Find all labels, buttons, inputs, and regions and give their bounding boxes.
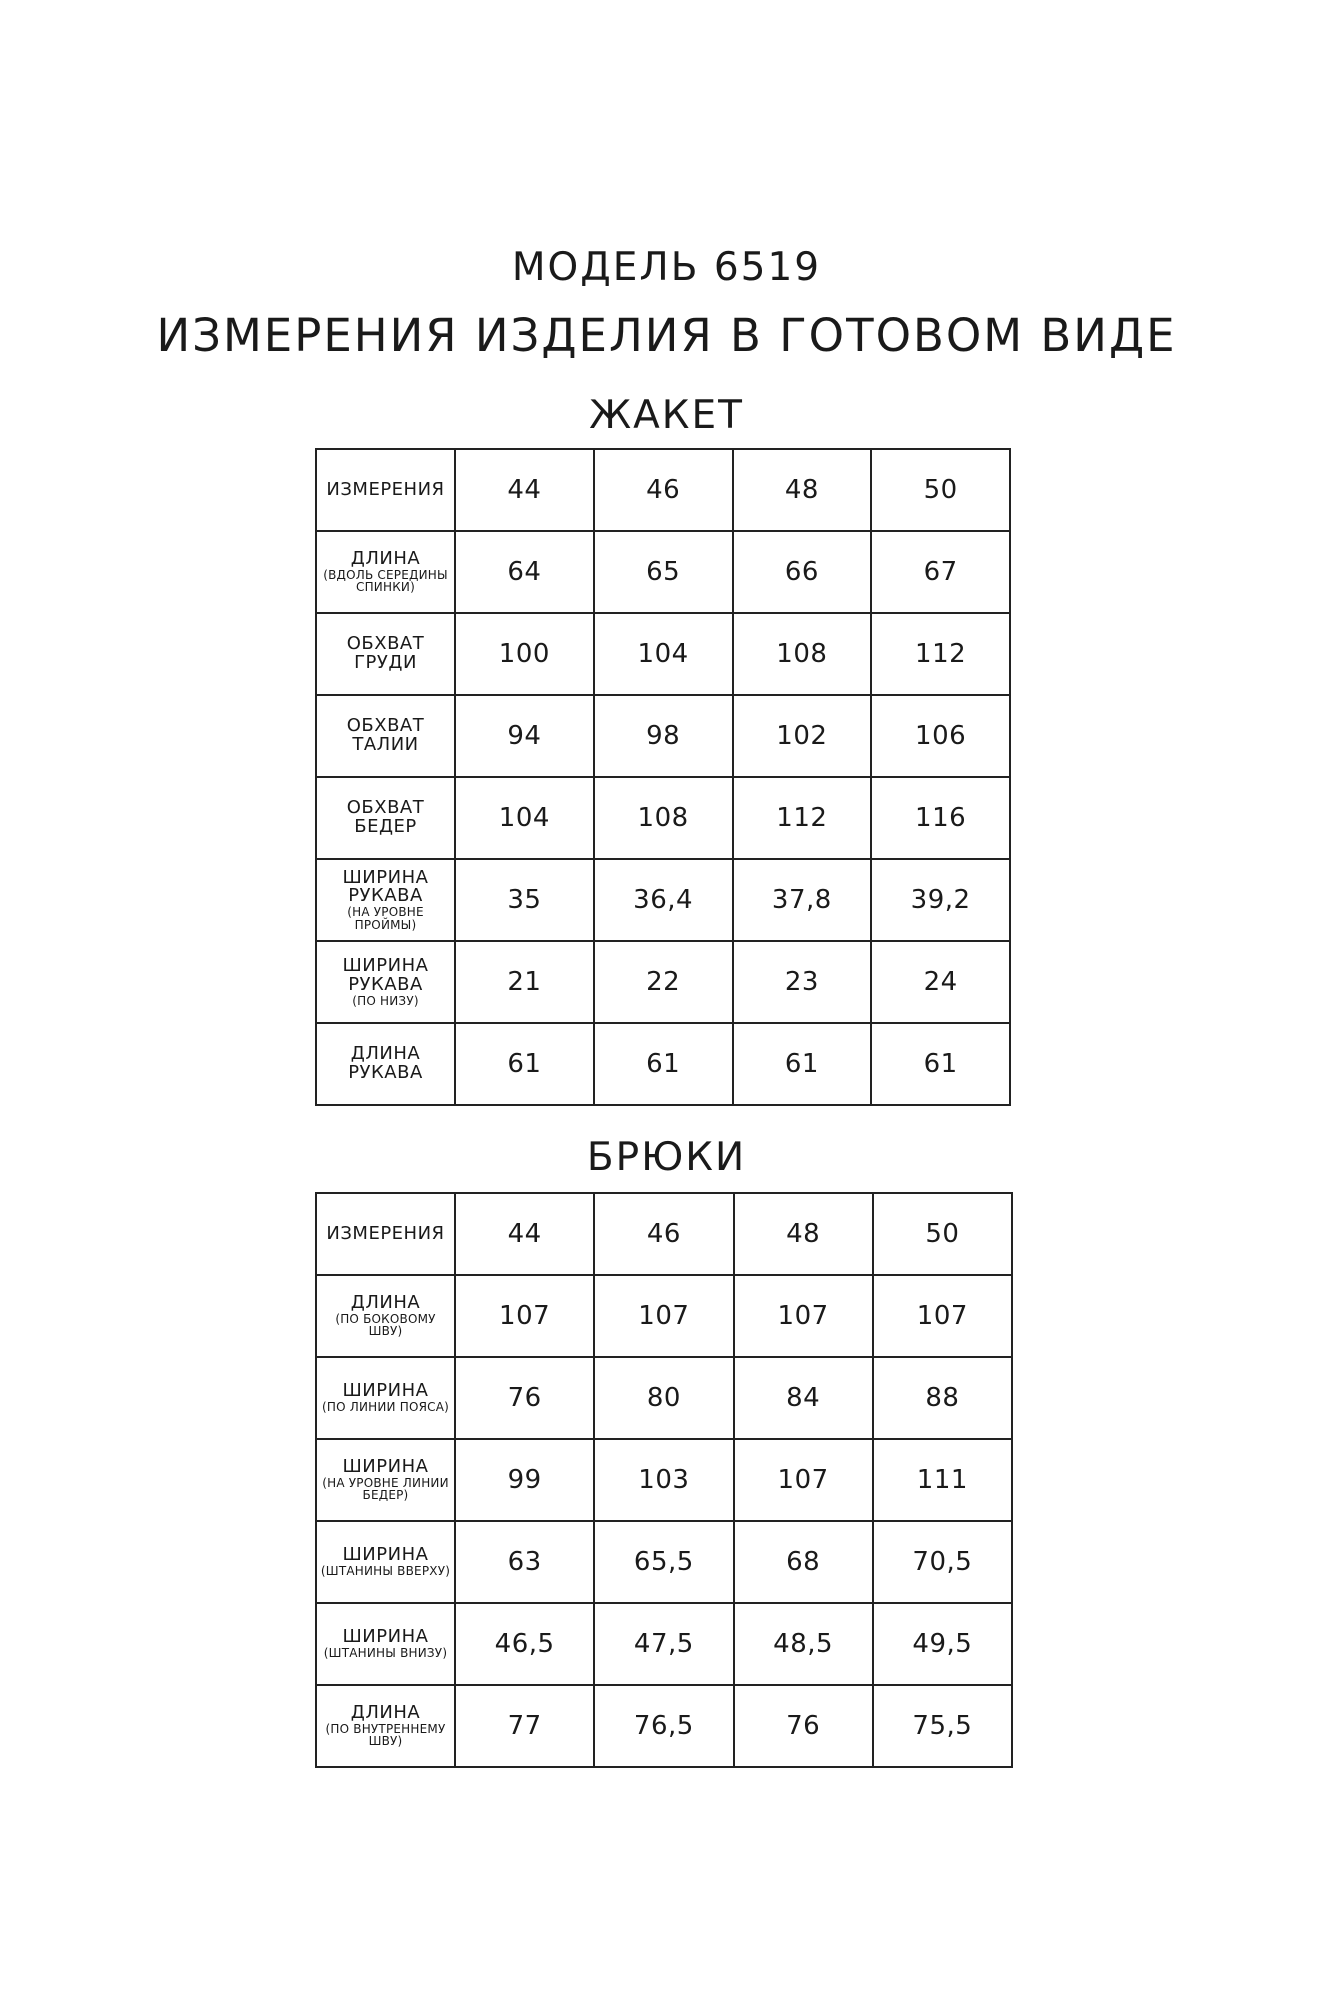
size-header-cell: 44 — [455, 449, 594, 531]
pants-table-body — [316, 1193, 1012, 1767]
measurement-value-cell: 116 — [871, 777, 1010, 859]
measurement-value-cell: 107 — [594, 1275, 733, 1357]
size-header-cell: 50 — [871, 449, 1010, 531]
size-header-cell: 48 — [733, 449, 872, 531]
pants-size-table — [315, 1192, 1013, 1768]
measurement-label-cell — [316, 1193, 455, 1275]
measurement-label-cell — [316, 449, 455, 531]
measurement-label-cell — [316, 1521, 455, 1603]
measurement-label: ШИРИНА — [342, 1455, 429, 1477]
measurement-value-cell: 63 — [455, 1521, 594, 1603]
measurement-value-cell: 66 — [733, 531, 872, 613]
measurement-value-cell: 49,5 — [873, 1603, 1012, 1685]
measurement-value-cell: 65,5 — [594, 1521, 733, 1603]
pants-table-row — [316, 1275, 1012, 1357]
measurement-label: ШИРИНА — [342, 1544, 429, 1566]
measurement-note: (ПО ВНУТРЕННЕМУ — [325, 1721, 446, 1736]
page-title: ИЗМЕРЕНИЯ ИЗДЕЛИЯ В ГОТОВОМ ВИДЕ — [156, 309, 1177, 362]
measurement-label-cell — [316, 695, 455, 777]
measurement-value-cell: 94 — [455, 695, 594, 777]
jacket-table-row — [316, 941, 1010, 1023]
pants-table-row — [316, 1193, 1012, 1275]
measurement-label: ШИРИНА — [342, 954, 429, 976]
measurement-note: ШВУ) — [368, 1734, 403, 1749]
measurement-label: ОБХВАТ — [346, 633, 425, 655]
measurement-note: (НА УРОВНЕ — [347, 905, 424, 920]
measurement-value-cell: 111 — [873, 1439, 1012, 1521]
measurement-note: (НА УРОВНЕ ЛИНИИ — [322, 1475, 449, 1490]
measurement-label-cell — [316, 1023, 455, 1105]
measurement-value-cell: 112 — [733, 777, 872, 859]
measurement-value-cell: 48,5 — [734, 1603, 873, 1685]
pants-table-row — [316, 1439, 1012, 1521]
measurement-label: ШИРИНА — [342, 1380, 429, 1402]
jacket-table-row — [316, 613, 1010, 695]
measurement-label: БЕДЕР — [354, 816, 417, 837]
jacket-table-row — [316, 695, 1010, 777]
measurement-value-cell: 112 — [871, 613, 1010, 695]
measurement-value-cell: 68 — [734, 1521, 873, 1603]
jacket-size-table — [315, 448, 1011, 1106]
measurement-label-cell — [316, 531, 455, 613]
measurement-label: РУКАВА — [348, 973, 423, 995]
measurement-value-cell: 35 — [455, 859, 594, 941]
measurement-value-cell: 104 — [455, 777, 594, 859]
measurement-value-cell: 107 — [873, 1275, 1012, 1357]
measurement-label: ГРУДИ — [354, 652, 417, 673]
measurement-value-cell: 106 — [871, 695, 1010, 777]
measurement-value-cell: 21 — [455, 941, 594, 1023]
jacket-table-row — [316, 531, 1010, 613]
measurement-note: (ПО НИЗУ) — [352, 993, 419, 1008]
measurement-label-cell — [316, 1603, 455, 1685]
measurement-value-cell: 108 — [594, 777, 733, 859]
pants-table-row — [316, 1521, 1012, 1603]
measurement-value-cell: 100 — [455, 613, 594, 695]
jacket-table-body — [316, 449, 1010, 1105]
measurement-value-cell: 61 — [871, 1023, 1010, 1105]
measurement-note: (ПО БОКОВОМУ — [335, 1311, 436, 1326]
measurement-value-cell: 23 — [733, 941, 872, 1023]
measurement-value-cell: 75,5 — [873, 1685, 1012, 1767]
measurement-value-cell: 99 — [455, 1439, 594, 1521]
measurement-value-cell: 77 — [455, 1685, 594, 1767]
measurement-value-cell: 104 — [594, 613, 733, 695]
measurement-value-cell: 61 — [455, 1023, 594, 1105]
measurement-label-cell — [316, 1275, 455, 1357]
measurement-label: ШИРИНА — [342, 1626, 429, 1648]
measurement-note: (ШТАНИНЫ ВВЕРХУ) — [320, 1564, 451, 1579]
size-header-cell: 50 — [873, 1193, 1012, 1275]
measurement-label: ОБХВАТ — [346, 797, 425, 819]
measurement-value-cell: 47,5 — [594, 1603, 733, 1685]
measurement-label: ДЛИНА — [350, 547, 421, 569]
size-header-cell: 46 — [594, 1193, 733, 1275]
measurement-label-cell — [316, 859, 455, 941]
measurement-value-cell: 76,5 — [594, 1685, 733, 1767]
jacket-table-row — [316, 859, 1010, 941]
measurement-value-cell: 84 — [734, 1357, 873, 1439]
measurement-value-cell: 76 — [734, 1685, 873, 1767]
measurement-label: ОБХВАТ — [346, 715, 425, 737]
measurement-value-cell: 67 — [871, 531, 1010, 613]
measurement-label: ШИРИНА — [342, 866, 429, 888]
measurement-label-cell — [316, 1357, 455, 1439]
measurement-label-cell — [316, 613, 455, 695]
measurement-note: (ВДОЛЬ СЕРЕДИНЫ — [323, 567, 448, 582]
measurement-label: ИЗМЕРЕНИЯ — [326, 1222, 445, 1244]
measurement-note: ПРОЙМЫ) — [354, 917, 417, 932]
measurement-value-cell: 64 — [455, 531, 594, 613]
measurement-note: ШВУ) — [368, 1324, 403, 1339]
measurement-value-cell: 107 — [455, 1275, 594, 1357]
measurement-label: РУКАВА — [348, 885, 423, 907]
measurement-note: (ШТАНИНЫ ВНИЗУ) — [323, 1646, 448, 1661]
pants-table-row — [316, 1685, 1012, 1767]
size-header-cell: 46 — [594, 449, 733, 531]
measurement-value-cell: 61 — [733, 1023, 872, 1105]
measurement-value-cell: 102 — [733, 695, 872, 777]
measurement-value-cell: 108 — [733, 613, 872, 695]
measurement-value-cell: 88 — [873, 1357, 1012, 1439]
measurement-label-cell — [316, 777, 455, 859]
measurement-label: ТАЛИИ — [352, 734, 419, 755]
measurement-note: СПИНКИ) — [356, 580, 415, 595]
jacket-table-row — [316, 777, 1010, 859]
jacket-section-title: ЖАКЕТ — [589, 393, 744, 438]
size-header-cell: 44 — [455, 1193, 594, 1275]
jacket-table-row — [316, 449, 1010, 531]
measurement-label: ДЛИНА — [350, 1291, 421, 1313]
pants-table-row — [316, 1357, 1012, 1439]
size-header-cell: 48 — [734, 1193, 873, 1275]
measurement-value-cell: 80 — [594, 1357, 733, 1439]
measurement-note: БЕДЕР) — [362, 1488, 409, 1503]
measurement-note: (ПО ЛИНИИ ПОЯСА) — [321, 1400, 450, 1415]
measurement-value-cell: 103 — [594, 1439, 733, 1521]
measurement-value-cell: 61 — [594, 1023, 733, 1105]
measurement-value-cell: 46,5 — [455, 1603, 594, 1685]
measurement-label-cell — [316, 1685, 455, 1767]
measurement-value-cell: 65 — [594, 531, 733, 613]
measurement-label: РУКАВА — [348, 1062, 423, 1083]
measurement-label: ИЗМЕРЕНИЯ — [326, 478, 445, 500]
measurement-label: ДЛИНА — [350, 1701, 421, 1723]
measurement-value-cell: 39,2 — [871, 859, 1010, 941]
measurement-value-cell: 70,5 — [873, 1521, 1012, 1603]
measurement-value-cell: 107 — [734, 1439, 873, 1521]
measurement-value-cell: 37,8 — [733, 859, 872, 941]
pants-section-title: БРЮКИ — [586, 1135, 747, 1180]
measurement-label-cell — [316, 1439, 455, 1521]
jacket-table-row — [316, 1023, 1010, 1105]
measurement-value-cell: 98 — [594, 695, 733, 777]
measurement-value-cell: 22 — [594, 941, 733, 1023]
measurement-value-cell: 24 — [871, 941, 1010, 1023]
measurement-value-cell: 76 — [455, 1357, 594, 1439]
measurement-value-cell: 36,4 — [594, 859, 733, 941]
pants-table-row — [316, 1603, 1012, 1685]
model-title: МОДЕЛЬ 6519 — [511, 245, 822, 290]
measurement-value-cell: 107 — [734, 1275, 873, 1357]
measurement-label-cell — [316, 941, 455, 1023]
measurement-label: ДЛИНА — [350, 1043, 421, 1065]
